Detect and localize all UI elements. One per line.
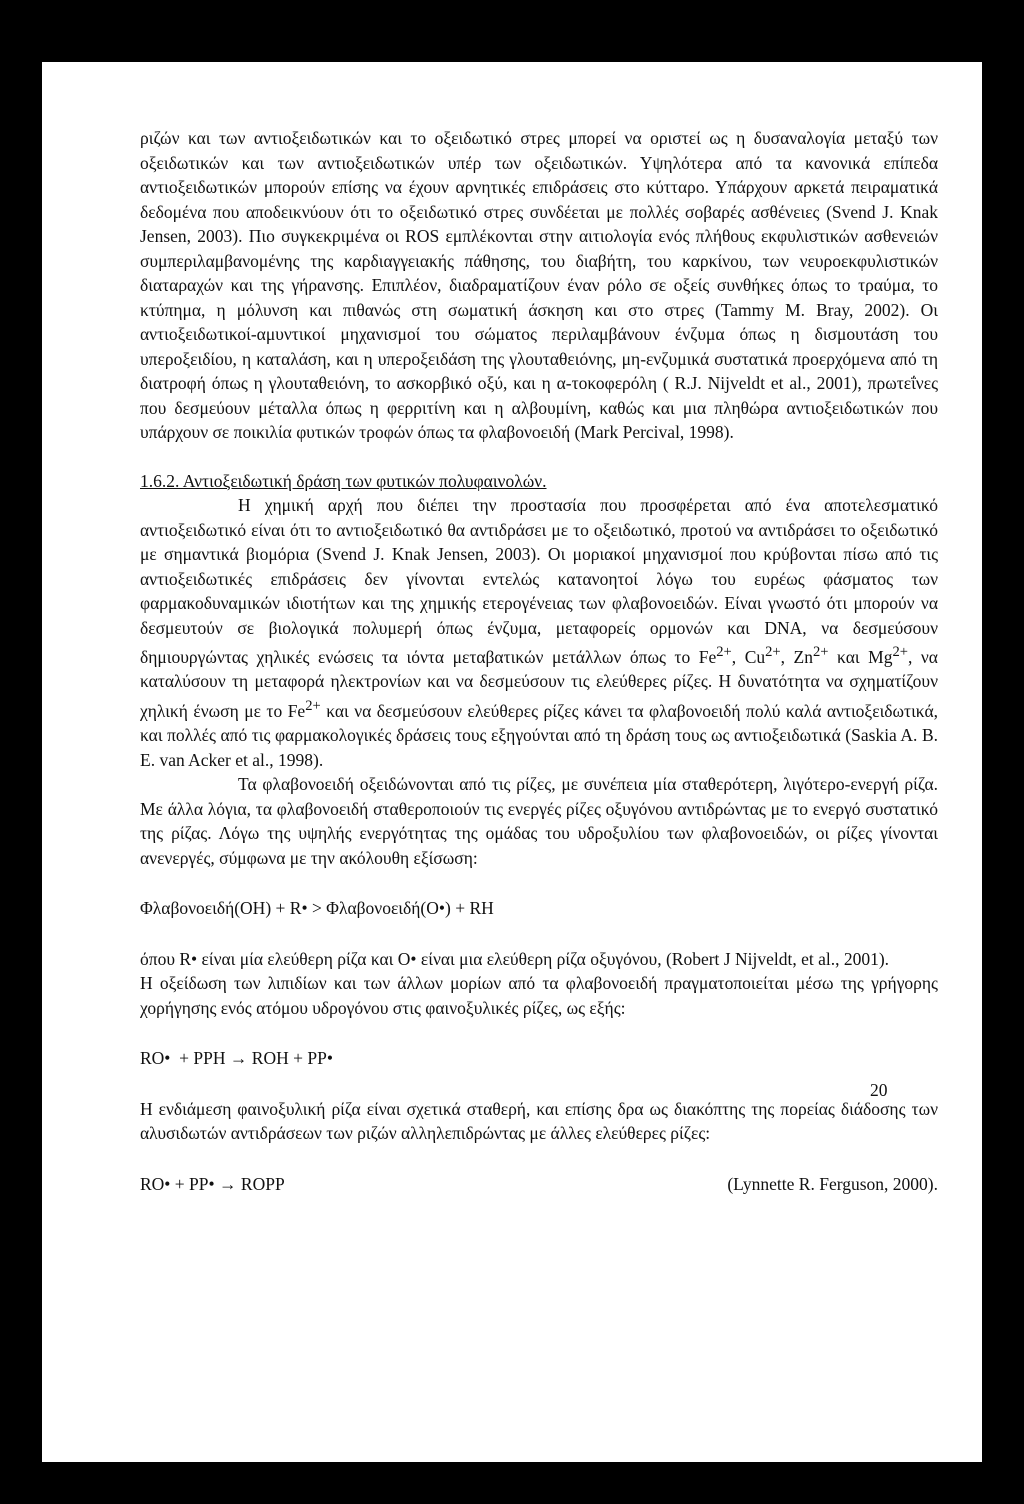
paragraph-lipid-oxidation: Η οξείδωση των λιπιδίων και των άλλων μορίων από τα φλαβονοειδή πραγματοποιείται μέσω της γρήγορης χορήγησης ενός ατόμου υδρογόνου στις φαινοξυλικές ρίζες, ως εξής: [140, 973, 938, 1018]
equation-termination: RO• + PP• → ROPP [140, 1173, 285, 1194]
paragraph-oxidative-stress: ριζών και των αντιοξειδωτικών και το οξειδωτικό στρες μπορεί να οριστεί ως η δυσαναλογία μεταξύ των οξειδωτικών και των αντιοξειδωτικών υπέρ των οξειδωτικών. Υψηλότερα από τα κανονικά επίπεδα αντιοξειδωτικών μπορούν επίσης να έχουν αρνητικές επιδράσεις στο κύτταρο. Υπάρχουν αρκετά πειραματικά δεδομένα που αποδεικνύουν ότι το οξειδωτικό στρες συνδέεται με πολλές σοβαρές ασθένειες (Svend J. Knak Jensen, 2003). Πιο συγκεκριμένα οι ROS εμπλέκονται στην αιτιολογία ενός πλήθους εκφυλιστικών ασθενειών συμπεριλαμβανομένης της καρδιαγγειακής πάθησης, του διαβήτη, του καρκίνου, των νευροεκφυλιστικών διαταραχών και της γήρανσης. Επιπλέον, διαδραματίζουν έναν ρόλο σε οξείς συνθήκες όπως το τραύμα, το κτύπημα, η μόλυνση και πιθανώς στη σωματική άσκηση και στο στρες (Tammy M. Bray, 2002). Οι αντιοξειδωτικοί-αμυντικοί μηχανισμοί του σώματος περιλαμβάνουν ένζυμα όπως η δισμουτάση του υπεροξειδίου, η καταλάση, και η υπεροξειδάση της γλουταθειόνης, μη-ενζυμικά συστατικά προερχόμενα από τη διατροφή όπως η γλουταθειόνη, το ασκορβικό οξύ, και η α-τοκοφερόλη ( R.J. Nijveldt et al., 2001), πρωτεΐνες που δεσμεύουν μέταλλα όπως η φερριτίνη και η αλβουμίνη, καθώς και μια πληθώρα αντιοξειδωτικών που υπάρχουν σε ποικιλία φυτικών τροφών όπως τα φλαβονοειδή (Mark Percival, 1998). [140, 128, 938, 442]
document-page [42, 62, 982, 1462]
equation-phenoxyl: RO• + PPH → ROH + PP• [140, 1048, 333, 1069]
paragraph-flavonoid-oxidation: Τα φλαβονοειδή οξειδώνονται από τις ρίζες, με συνέπεια μία σταθερότερη, λιγότερο-ενεργή ρίζα. Με άλλα λόγια, τα φλαβονοειδή σταθεροποιούν τις ενεργές ρίζες οξυγόνου αντιδρώντας με το ενεργό συστατικό της ρίζας. Λόγω της υψηλής ενεργότητας της ομάδας του υδροξυλίου των φλαβονοειδών, οι ρίζες γίνονται ανενεργές, σύμφωνα με την ακόλουθη εξίσωση: [140, 774, 938, 868]
equation-termination-row [140, 1172, 938, 1197]
body-text [140, 126, 938, 1196]
paragraph-where: όπου R• είναι μία ελεύθερη ρίζα και O• είναι μια ελεύθερη ρίζα οξυγόνου, (Robert J Nijveldt, et al., 2001). [140, 948, 890, 969]
page-number: 20 [870, 1080, 888, 1100]
equation-flavonoid: Φλαβονοειδή(OH) + R• > Φλαβονοειδή(O•) + RH [140, 898, 494, 919]
citation-ferguson: (Lynnette R. Ferguson, 2000). [727, 1173, 938, 1194]
paragraph-intermediate-radical: Η ενδιάμεση φαινοξυλική ρίζα είναι σχετικά σταθερή, και επίσης δρα ως διακόπτης της πορείας διάδοσης των αλυσιδωτών αντιδράσεων των ριζών αλληλεπιδρώντας με άλλες ελεύθερες ρίζες: [140, 1098, 938, 1144]
paragraph-antioxidant-mechanism: Η χημική αρχή που διέπει την προστασία που προσφέρεται από ένα αποτελεσματικό αντιοξειδωτικό είναι ότι το αντιοξειδωτικό θα αντιδράσει με το οξειδωτικό, προτού να αντιδράσει το οξειδωτικό με σημαντικά βιομόρια (Svend J. Knak Jensen, 2003). Οι μοριακοί μηχανισμοί που κρύβονται πίσω από τις αντιοξειδωτικές επιδράσεις δεν γίνονται εντελώς κατανοητοί λόγω του ευρέως φάσματος των φαρμακοδυναμικών ιδιοτήτων και της χημικής ετερογένειας των φλαβονοειδών. Είναι γνωστό ότι μπορούν να δεσμευτούν σε βιολογικά πολυμερή όπως ένζυμα, μεταφορείς ορμονών και DNA, να δεσμεύσουν δημιουργώντας χηλικές ενώσεις τα ιόντα μεταβατικών μετάλλων όπως το $Fe^{2+}$, $Cu^{2+}$, $Zn^{2+}$ και $Mg^{2+}$, να καταλύσουν τη μεταφορά ηλεκτρονίων και να δεσμεύσουν τις ελεύθερες ρίζες. Η δυνατότητα να σχηματίζουν χηλική ένωση με το $Fe^{2+}$ και να δεσμεύσουν ελεύθερες ρίζες κάνει τα φλαβονοειδή πολύ καλά αντιοξειδωτικά, και πολλές από τις φαρμακολογικές δράσεις τους εξηγούνται από τη δράση τους ως αντιοξειδωτικά (Saskia A. B. E. van Acker et al., 1998). [140, 495, 938, 770]
section-heading: 1.6.2. Αντιοξειδωτική δράση των φυτικών πολυφαινολών. [140, 470, 547, 491]
